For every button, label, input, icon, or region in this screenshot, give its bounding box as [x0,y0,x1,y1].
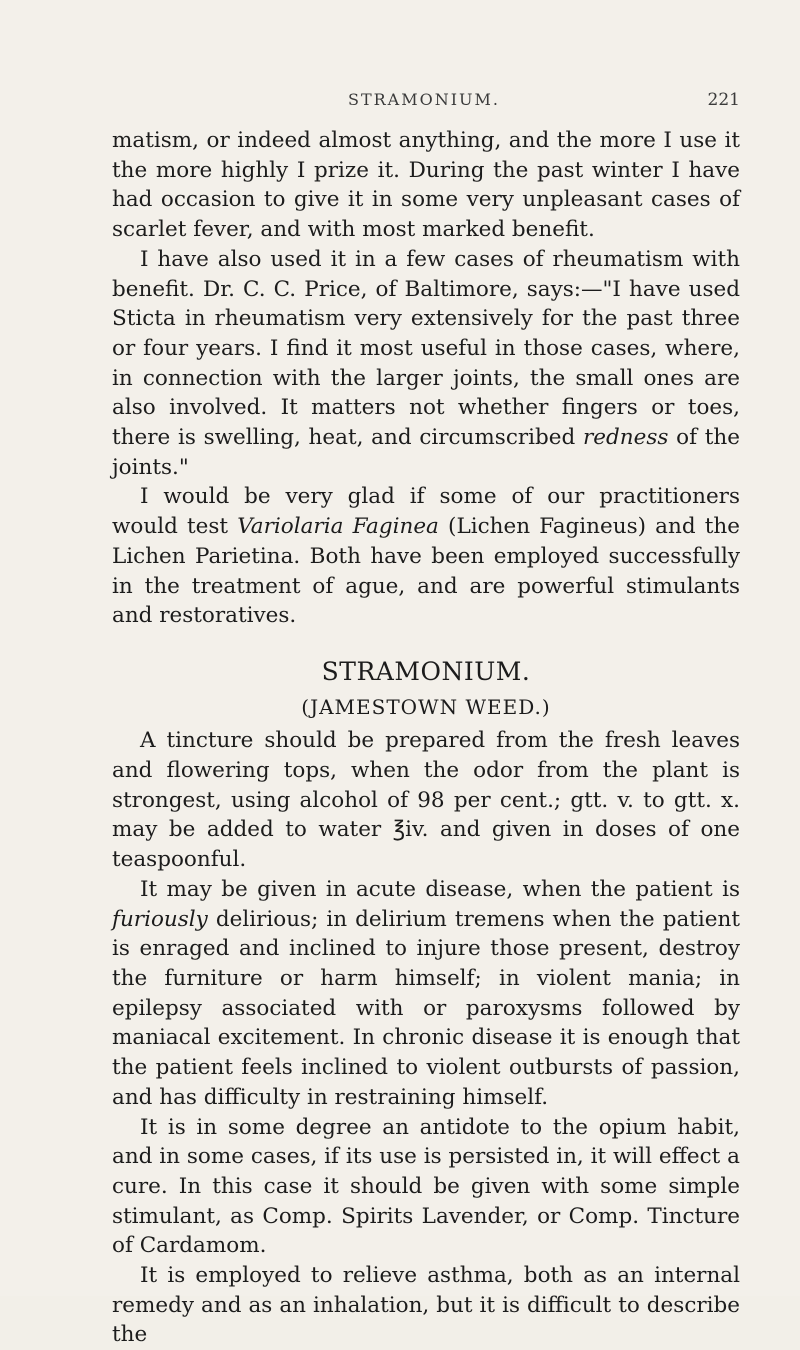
paragraph-opium: It is in some degree an antidote to the opium habit, and in some cases, if its use is persisted in, it will effect a cure. In this case it should be given with some simple stimulant, as Comp. Spirits Lavender, or Comp. Tincture of Cardamom. [112,1114,740,1259]
section-title: STRAMONIUM. [321,656,531,686]
lichen-text-a: I would be very glad if some of our practitioners would test [112,484,740,540]
furiously-italic: furiously [112,906,208,932]
paragraph-continuation: matism, or indeed almost anything, and the more I use it the more highly I prize it. During the past winter I have had occasion to give it in some very unpleasant cases of scarlet fever, and with most marked benefit. [112,128,740,243]
acute-text-b: delirious; in delirium tremens when the patient is enraged and inclined to injure those present, destroy the furniture or harm himself; in violent mania; in epilepsy associated with or paroxysms followed by maniacal excitement. In chronic disease it is enough that the patient feels inclined to violent outbursts of passion, and has difficulty in restraining himself. [112,906,740,1110]
paragraph-asthma: It is employed to relieve asthma, both as an internal remedy and as an inhalation, but it is difficult to describe the [112,1263,740,1348]
paragraph-acute [112,875,740,1113]
acute-text-a: It may be given in acute disease, when the patient is [140,876,740,902]
paragraph-rheumatism [112,245,740,483]
section-subtitle: (JAMESTOWN WEED.) [301,694,551,719]
running-head: STRAMONIUM. [347,90,500,109]
body-text [112,126,740,1350]
paragraph-tincture: A tincture should be prepared from the fresh leaves and flowering tops, when the odor from the plant is strongest, using alcohol of 98 per cent.; gtt. v. to gtt. x. may be added to water ℥iv. and given in doses of one teaspoonful. [112,728,740,873]
page-number: 221 [707,90,740,110]
rheumatism-text-a: I have also used it in a few cases of rheumatism with benefit. Dr. C. C. Price, of Baltimore, says:—"I have used Sticta in rheumatism very extensively for the past three or four years. I find it most useful in those cases, where, in connection with the larger joints, the small ones are also involved. It matters not whether fingers or toes, there is swelling, heat, and circumscribed [112,246,740,451]
variolaria-italic: Variolaria Faginea [237,514,439,540]
page-header [108,90,740,120]
redness-italic: redness [583,425,669,451]
rheumatism-text-b: of the joints." [112,425,741,480]
lichen-text-b: (Lichen Fagineus) and the Lichen Parietina. Both have been employed successfully in the treatment of ague, and are powerful stimulants and restoratives. [112,514,740,629]
paragraph-lichen [112,482,740,631]
